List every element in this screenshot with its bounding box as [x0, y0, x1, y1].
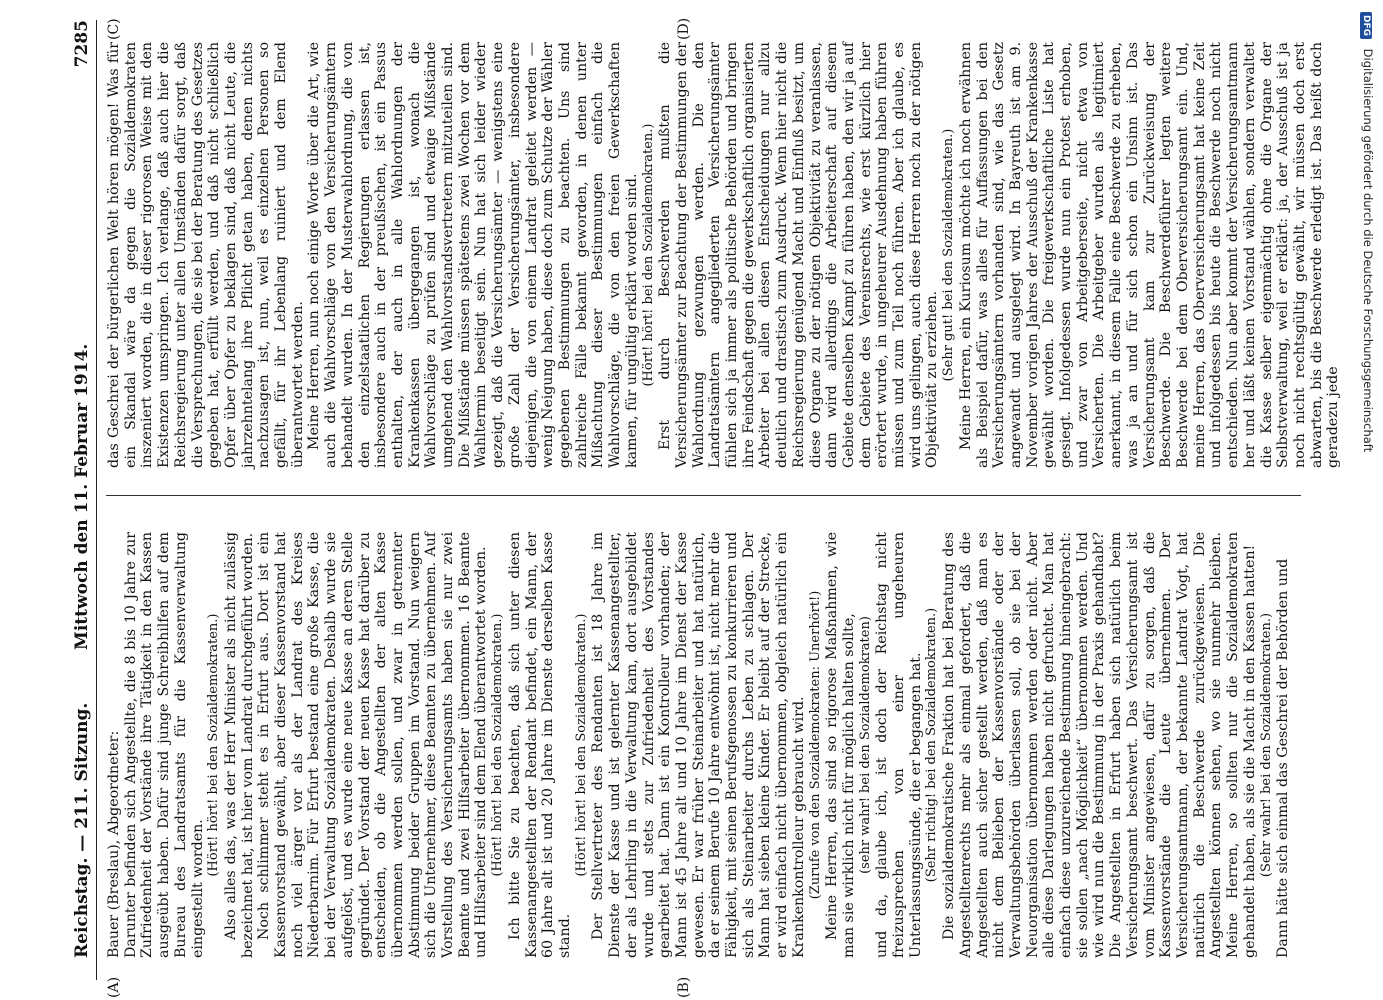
- page-number: 7285: [72, 20, 92, 68]
- paragraph: Also alles das, was der Herr Minister als nicht zulässig bezeichnet hat, ist hier vom Landrat durchgeführt worden.: [222, 532, 256, 958]
- running-head-date: Mittwoch den 11. Februar 1914.: [72, 343, 92, 650]
- paragraph: Meine Herren, das sind so rigorose Maßnahmen, wie man sie wirklich nicht für möglich halten sollte,: [824, 532, 857, 958]
- paragraph: Noch schlimmer steht es in Erfurt aus. Dort ist ein Kassenvorstand gewählt, aber dieser Kassenvorstand hat noch viel ärger vor als der Landrat des Kreises Niederbarnim. Für Erfurt bestand eine große Kasse, die bei der Verwaltung Sozialdemokraten. Deshalb wurde sie aufgelöst, und es wurde eine neue Kasse an deren Stelle gegründet. Der Vorstand der neuen Kasse hat darüber zu entscheiden, ob die Angestellten der alten Kasse übernommen werden sollen, und zwar in getrennter Abstimmung beider Gruppen im Vorstand. Nun weigern sich die Unternehmer, diese Beamten zu übernehmen. Auf Vorstellung des Versicherungsamts haben sie nur zwei Beamte und zwei Hilfsarbeiter übernommen. 16 Beamte und Hilfsarbeiter sind dem Elend überantwortet worden.: [256, 532, 490, 958]
- digitization-credit: [1355, 8, 1379, 788]
- running-head: [62, 20, 97, 980]
- interjection: (Hört! hört! bei den Sozialdemokraten.): [490, 613, 506, 877]
- interjection: (Hört! hört! bei den Sozialdemokraten.): [573, 613, 589, 877]
- credit-label: Digitalisierung gefördert durch die Deutsche Forschungsgemeinschaft: [1361, 48, 1375, 453]
- interjection: (Sehr gut! bei den Sozialdemokraten.): [941, 128, 957, 382]
- interjection: (Sehr wahr! bei den Sozialdemokraten.): [1258, 612, 1274, 878]
- margin-marker-a: (A): [106, 976, 122, 998]
- paragraph: Der Stellvertreter des Rendanten ist 18 Jahre im Dienste der Kasse und ist gelernter Kassenangestellter, der als Lehrling in die Verwaltung kam, dort ausgebildet wurde und stets zur Zufriedenheit des Vorstandes gearbeitet hat. Dann ist ein Kontrolleur vorhanden; der Mann ist 45 Jahre alt und 10 Jahre im Dienst der Kasse gewesen. Er war früher Steinarbeiter und hat natürlich, da er seinem Berufe 10 Jahre entwöhnt ist, nicht mehr die Fähigkeit, mit seinen Berufsgenossen zu konkurrieren und sich als Steinarbeiter durchs Leben zu schlagen. Der Mann hat sieben kleine Kinder. Er bleibt auf der Strecke, er wird einfach nicht übernommen, obgleich natürlich ein Krankenkontrolleur gebraucht wird.: [590, 532, 807, 958]
- paragraph: das Geschrei der bürgerlichen Welt hören mögen! Was für ein Skandal wäre da gegen die Sozialdemokraten inszeniert worden, die in dieser rigorosen Weise mit den Existenzen umspringen. Ich verlange, daß auch hier die Reichsregierung unter allen Umständen dafür sorgt, daß die Versprechungen, die sie bei der Beratung des Gesetzes gegeben hat, erfüllt werden, und daß nicht schließlich Opfer über Opfer zu beklagen sind, daß nicht Leute, die jahrzehntelang ihre Pflicht getan haben, denen nichts nachzusagen ist, nun, weil es einzelnen Personen so gefällt, für ihr Lebenlang ruiniert und dem Elend überantwortet werden.: [106, 42, 306, 468]
- margin-marker-b: (B): [676, 976, 692, 998]
- paragraph: Die sozialdemokratische Fraktion hat bei Beratung des Angestelltenrechts mehr als einmal gefordert, daß die Angestellten auch sicher gestellt werden, daß man es nicht dem Belieben der Kassenvorstände oder der Verwaltungsbehörden überlassen soll, ob sie bei der Neuorganisation übernommen werden oder nicht. Aber alle diese Darlegungen haben nicht gefruchtet. Man hat einfach diese unzureichende Bestimmung hineingebracht: sie sollen „nach Möglichkeit“ übernommen werden. Und wie wird nun die Bestimmung in der Praxis gehandhabt? Die Angestellten in Erfurt haben sich natürlich beim Versicherungsamt beschwert. Das Versicherungsamt ist vom Minister angewiesen, dafür zu sorgen, daß die Kassenvorstände die Leute übernehmen. Der Versicherungsamtmann, der bekannte Landrat Vogt, hat natürlich die Beschwerde zurückgewiesen. Die Angestellten können sehen, wo sie nunmehr bleiben. Meine Herren, so sollten nur die Sozialdemokraten gehandelt haben, als sie die Macht in den Kassen hatten!: [941, 532, 1258, 958]
- interjection: (Hört! hört! bei den Sozialdemokraten.): [206, 613, 222, 877]
- digitization-credit-text: [1357, 12, 1375, 772]
- column-divider: [106, 495, 1301, 496]
- running-head-left: Reichstag. — 211. Sitzung.: [72, 702, 92, 958]
- rotated-page-content: [62, 17, 1342, 998]
- paragraph: Meine Herren, nun noch einige Worte über die Art, wie auch die Wahlvorschläge von den Versicherungsämtern behandelt wurden. In der Musterwahlordnung, die von den einzelstaatlichen Regierungen erlassen ist, insbesondere auch in der preußischen, ist ein Passus enthalten, der auch in alle Wahlordnungen der Krankenkassen übergegangen ist, wonach die Wahlvorschläge zu prüfen sind und etwaige Mißstände umgehend den Wahlvorstandsvertretern mitzuteilen sind. Die Mißstände müssen spätestens zwei Wochen vor dem Wahltermin beseitigt sein. Nun hat sich leider wieder gezeigt, daß die Versicherungsämter — wenigstens eine große Zahl der Versicherungsämter, insbesondere diejenigen, die von einem Landrat geleitet werden — wenig Neigung haben, diese doch zum Schutze der Wähler gegebenen Bestimmungen zu beachten. Uns sind zahlreiche Fälle bekannt geworden, in denen unter Mißachtung dieser Bestimmungen einfach die Wahlvorschläge, die von den freien Gewerkschaften kamen, für ungültig erklärt worden sind.: [306, 42, 640, 468]
- left-text-column: [106, 532, 1301, 958]
- interjection: (Zurufe von den Sozialdemokraten: Unerhört!): [807, 590, 823, 900]
- interjection: (sehr wahr! bei den Sozialdemokraten): [857, 616, 873, 874]
- paragraph: Meine Herren, ein Kuriosum möchte ich noch erwähnen als Beispiel dafür, was alles für Auffassungen bei den Versicherungsämtern vorhanden sind, wie das Gesetz angewandt und ausgelegt wird. In Bayreuth ist am 9. November vorigen Jahres der Ausschuß der Krankenkasse gewählt worden. Die freigewerkschaftliche Liste hat gesiegt. Infolgedessen wurde nun ein Protest erhoben, und zwar von Arbeitgeberseite, nicht etwa von Versicherten. Die Arbeitgeber wurden als legitimiert anerkannt, in diesem Falle eine Beschwerde zu erheben, was ja an und für sich schon ein Unsinn ist. Das Versicherungsamt kam zur Zurückweisung der Beschwerde. Die Beschwerdeführer legten weitere Beschwerde bei dem Oberversicherungsamt ein. Und, meine Herren, das Oberversicherungsamt hat keine Zeit und infolgedessen bis heute die Beschwerde noch nicht entschieden. Nun aber kommt der Versicherungsamtmann her und läßt keinen Vorstand wählen, sondern verwaltet die Kasse selber eigenmächtig ohne die Organe der Selbstverwaltung, weil er erklärt: ja, der Ausschuß ist ja noch nicht rechtsgültig gewählt, wir müssen doch erst abwarten, bis die Beschwerde erledigt ist. Das heißt doch geradezu jede: [957, 42, 1342, 468]
- paragraph: und da, glaube ich, ist doch der Reichstag nicht freizusprechen von einer ungeheuren Unterlassungssünde, die er begangen hat.: [874, 532, 924, 958]
- paragraph: Erst durch Beschwerden mußten die Versicherungsämter zur Beachtung der Bestimmungen der Wahlordnung gezwungen werden. Die den Landratsämtern angegliederten Versicherungsämter fühlen sich ja immer als politische Behörden und bringen ihre Feindschaft gegen die gewerkschaftlich organisierten Arbeiter bei allen diesen Entscheidungen nur allzu deutlich und drastisch zum Ausdruck. Wenn hier nicht die Reichsregierung genügend Macht und Einfluß besitzt, um diese Organe zu der nötigen Objektivität zu veranlassen, dann wird allerdings die Arbeiterschaft auf diesem Gebiete denselben Kampf zu führen haben, den wir ja auf dem Gebiete des Vereinsrechts, wie erst kürzlich hier erörtert wurde, in ungeheurer Ausdehnung haben führen müssen und zum Teil noch führen. Aber ich glaube, es wird uns gelingen, auch diese Herren noch zu der nötigen Objektivität zu erziehen.: [657, 42, 941, 468]
- right-text-column: [106, 42, 1342, 468]
- paragraph: Dann hätte sich einmal das Geschrei der Behörden und: [1275, 558, 1292, 958]
- paragraph: Ich bitte Sie zu beachten, daß sich unter diesen Kassenangestellten der Rendant befindet, ein Mann, der 60 Jahre alt ist und 20 Jahre im Dienste derselben Kasse stand.: [506, 532, 573, 958]
- margin-marker-d: (D): [676, 17, 692, 40]
- interjection: (Sehr richtig! bei den Sozialdemokraten.): [924, 607, 940, 883]
- dfg-logo: DFG: [1360, 12, 1372, 39]
- paragraph: Darunter befinden sich Angestellte, die 8 bis 10 Jahre zur Zufriedenheit der Vorstände ihre Tätigkeit in den Kassen ausgeübt haben. Dafür sind junge Schreibhilfen auf dem Bureau des Landratsamts für die Kassenverwaltung eingestellt worden.: [122, 532, 206, 958]
- paragraph: Bauer (Breslau), Abgeordneter:: [106, 730, 122, 958]
- interjection: (Hört! hört! bei den Sozialdemokraten.): [640, 123, 656, 387]
- margin-marker-c: (C): [106, 18, 122, 40]
